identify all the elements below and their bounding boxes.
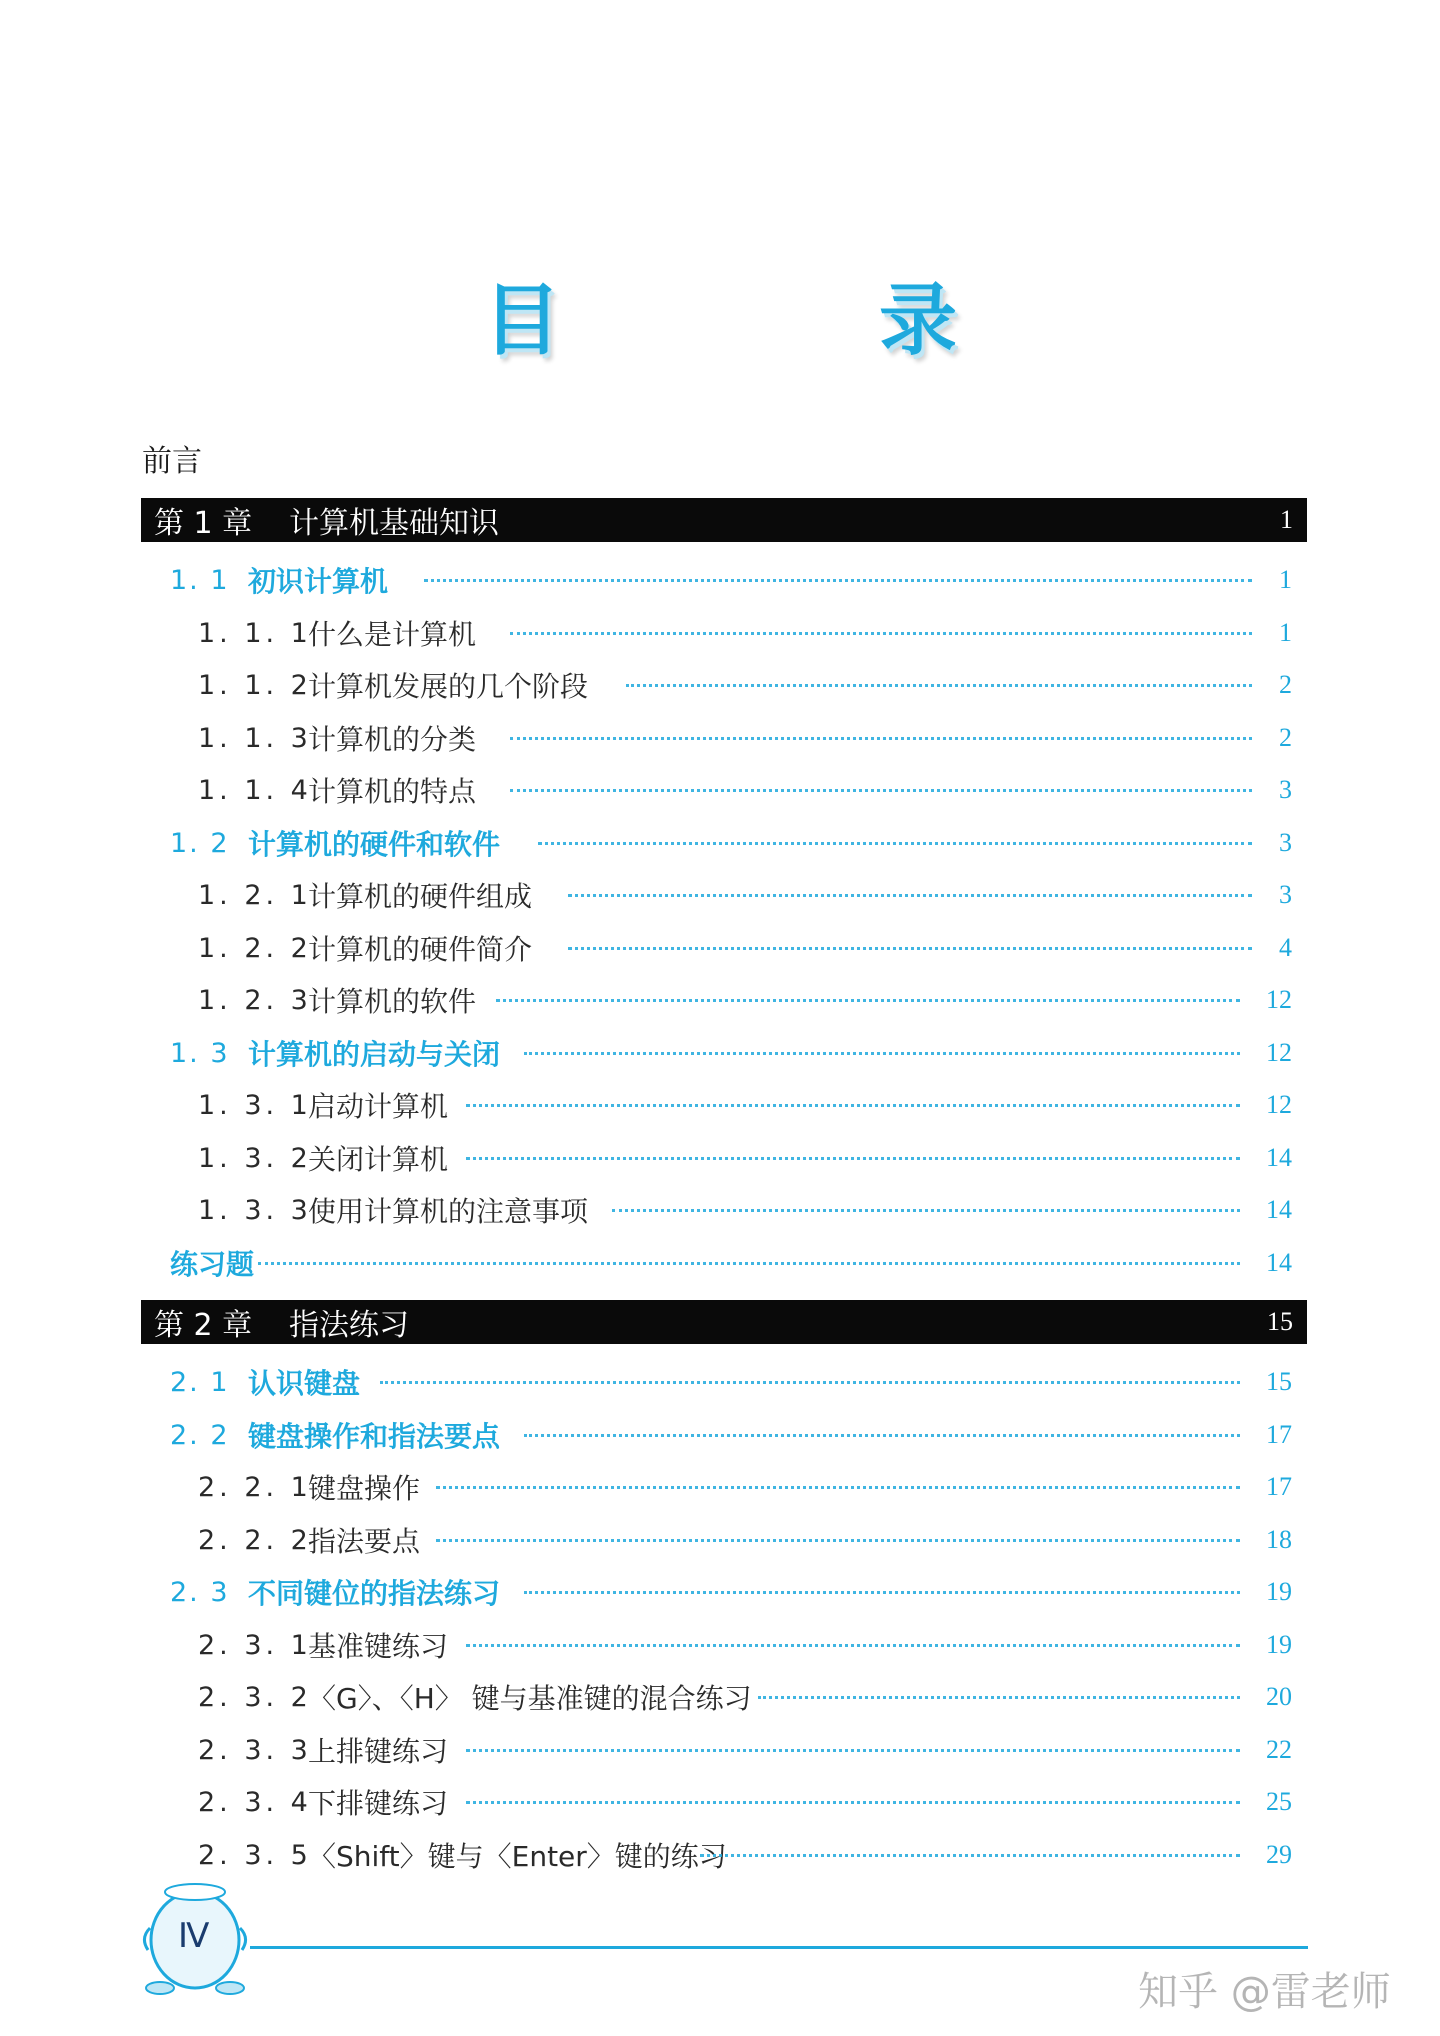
toc-subsection-row — [0, 613, 1440, 653]
page-number: 14 — [1266, 1195, 1292, 1224]
toc-section-row — [0, 560, 1440, 600]
section-number: 2. 3 — [170, 1576, 230, 1608]
dot-leader — [496, 999, 1240, 1002]
dot-leader — [466, 1749, 1240, 1752]
toc-subsection-row — [0, 1085, 1440, 1125]
toc-subsection-row — [0, 1520, 1440, 1560]
toc-section-row — [0, 1362, 1440, 1402]
subsection-number: 2. 3. 2 — [198, 1681, 312, 1713]
toc-subsection-row — [0, 875, 1440, 915]
dot-leader — [258, 1262, 1240, 1265]
toc-subsection-row — [0, 1835, 1440, 1875]
subsection-number: 1. 2. 1 — [198, 879, 312, 911]
chapter-label: 第 2 章 — [154, 1308, 253, 1343]
chapter-2-bar — [141, 1300, 1307, 1344]
subsection-number: 1. 1. 2 — [198, 669, 312, 701]
page-number: 25 — [1266, 1787, 1292, 1816]
page-number: 12 — [1266, 985, 1292, 1014]
section-number: 1. 1 — [170, 564, 230, 596]
subsection-number: 2. 3. 4 — [198, 1786, 312, 1818]
dot-leader — [568, 947, 1252, 950]
subsection-title: 计算机的硬件简介 — [308, 933, 533, 966]
section-number: 2. 1 — [170, 1366, 230, 1398]
page-number-roman: Ⅳ — [178, 1916, 210, 1956]
section-title: 认识键盘 — [248, 1367, 361, 1400]
dot-leader — [510, 737, 1252, 740]
preface-entry: 前言 — [142, 444, 202, 479]
subsection-title: 什么是计算机 — [308, 618, 477, 651]
subsection-number: 1. 3. 1 — [198, 1089, 312, 1121]
dot-leader — [424, 579, 1252, 582]
subsection-number: 2. 3. 5 — [198, 1839, 312, 1871]
subsection-number: 1. 1. 4 — [198, 774, 312, 806]
page-number: 2 — [1279, 723, 1292, 752]
dot-leader — [538, 842, 1252, 845]
subsection-title: 计算机的分类 — [308, 723, 477, 756]
page-number: 15 — [1266, 1367, 1292, 1396]
toc-subsection-row — [0, 1782, 1440, 1822]
dot-leader — [612, 1209, 1240, 1212]
page-number: 4 — [1279, 933, 1292, 962]
section-title: 不同键位的指法练习 — [248, 1577, 501, 1610]
dot-leader — [510, 632, 1252, 635]
toc-section-row — [0, 823, 1440, 863]
section-number: 1. 2 — [170, 827, 230, 859]
toc-subsection-row — [0, 1677, 1440, 1717]
subsection-number: 2. 3. 1 — [198, 1629, 312, 1661]
section-number: 2. 2 — [170, 1419, 230, 1451]
footer-rule — [250, 1946, 1308, 1949]
page-number: 12 — [1266, 1090, 1292, 1119]
toc-subsection-row — [0, 1467, 1440, 1507]
dot-leader — [700, 1854, 1240, 1857]
toc-subsection-row — [0, 718, 1440, 758]
toc-subsection-row — [0, 770, 1440, 810]
subsection-title: 〈G〉、〈H〉 键与基准键的混合练习 — [308, 1682, 752, 1715]
page-number: 17 — [1266, 1472, 1292, 1501]
page-number: 1 — [1279, 565, 1292, 594]
page-number: 19 — [1266, 1630, 1292, 1659]
chapter-page: 1 — [1280, 505, 1293, 534]
subsection-title: 上排键练习 — [308, 1735, 449, 1768]
page-number: 17 — [1266, 1420, 1292, 1449]
subsection-title: 指法要点 — [308, 1525, 421, 1558]
page-number: 14 — [1266, 1248, 1292, 1277]
dot-leader — [524, 1434, 1240, 1437]
section-title: 计算机的硬件和软件 — [248, 828, 501, 861]
subsection-title: 计算机的特点 — [308, 775, 477, 808]
subsection-number: 1. 1. 3 — [198, 722, 312, 754]
chapter-label: 第 1 章 — [154, 506, 253, 541]
page-number: 20 — [1266, 1682, 1292, 1711]
dot-leader — [626, 684, 1252, 687]
subsection-title: 启动计算机 — [308, 1090, 449, 1123]
toc-subsection-row — [0, 1190, 1440, 1230]
page-title: 目 录 — [482, 276, 1077, 366]
section-title: 计算机的启动与关闭 — [248, 1038, 501, 1071]
dot-leader — [436, 1539, 1240, 1542]
page-number: 3 — [1279, 828, 1292, 857]
page-number: 3 — [1279, 775, 1292, 804]
page-number: 2 — [1279, 670, 1292, 699]
subsection-number: 2. 3. 3 — [198, 1734, 312, 1766]
toc-subsection-row — [0, 928, 1440, 968]
toc-exercise-row — [0, 1243, 1440, 1283]
toc-section-row — [0, 1415, 1440, 1455]
dot-leader — [380, 1381, 1240, 1384]
subsection-number: 2. 2. 1 — [198, 1471, 312, 1503]
toc-subsection-row — [0, 1625, 1440, 1665]
exercise-title: 练习题 — [170, 1248, 255, 1281]
dot-leader — [466, 1801, 1240, 1804]
toc-section-row — [0, 1572, 1440, 1612]
page-number: 29 — [1266, 1840, 1292, 1869]
subsection-number: 2. 2. 2 — [198, 1524, 312, 1556]
page-number: 19 — [1266, 1577, 1292, 1606]
subsection-title: 关闭计算机 — [308, 1143, 449, 1176]
toc-section-row — [0, 1033, 1440, 1073]
chapter-1-bar — [141, 498, 1307, 542]
page-number: 3 — [1279, 880, 1292, 909]
subsection-title: 〈Shift〉键与〈Enter〉键的练习 — [308, 1840, 727, 1873]
page-number: 1 — [1279, 618, 1292, 647]
subsection-title: 基准键练习 — [308, 1630, 449, 1663]
subsection-number: 1. 3. 3 — [198, 1194, 312, 1226]
toc-subsection-row — [0, 1138, 1440, 1178]
toc-subsection-row — [0, 665, 1440, 705]
subsection-number: 1. 3. 2 — [198, 1142, 312, 1174]
dot-leader — [466, 1104, 1240, 1107]
section-title: 初识计算机 — [248, 565, 389, 598]
dot-leader — [758, 1696, 1240, 1699]
subsection-title: 下排键练习 — [308, 1787, 449, 1820]
subsection-title: 计算机发展的几个阶段 — [308, 670, 589, 703]
page-number: 12 — [1266, 1038, 1292, 1067]
toc-subsection-row — [0, 1730, 1440, 1770]
section-number: 1. 3 — [170, 1037, 230, 1069]
chapter-title: 计算机基础知识 — [289, 506, 499, 541]
subsection-title: 计算机的硬件组成 — [308, 880, 533, 913]
dot-leader — [568, 894, 1252, 897]
subsection-title: 使用计算机的注意事项 — [308, 1195, 589, 1228]
dot-leader — [466, 1157, 1240, 1160]
dot-leader — [466, 1644, 1240, 1647]
dot-leader — [524, 1591, 1240, 1594]
subsection-number: 1. 2. 3 — [198, 984, 312, 1016]
dot-leader — [436, 1486, 1240, 1489]
subsection-title: 计算机的软件 — [308, 985, 477, 1018]
chapter-page: 15 — [1267, 1307, 1293, 1336]
page-number: 14 — [1266, 1143, 1292, 1172]
subsection-number: 1. 2. 2 — [198, 932, 312, 964]
watermark: 知乎 @雷老师 — [1138, 1969, 1391, 2015]
toc-subsection-row — [0, 980, 1440, 1020]
page-number: 22 — [1266, 1735, 1292, 1764]
dot-leader — [510, 789, 1252, 792]
section-title: 键盘操作和指法要点 — [248, 1420, 501, 1453]
chapter-title: 指法练习 — [289, 1308, 409, 1343]
dot-leader — [524, 1052, 1240, 1055]
page-number: 18 — [1266, 1525, 1292, 1554]
subsection-title: 键盘操作 — [308, 1472, 421, 1505]
subsection-number: 1. 1. 1 — [198, 617, 312, 649]
